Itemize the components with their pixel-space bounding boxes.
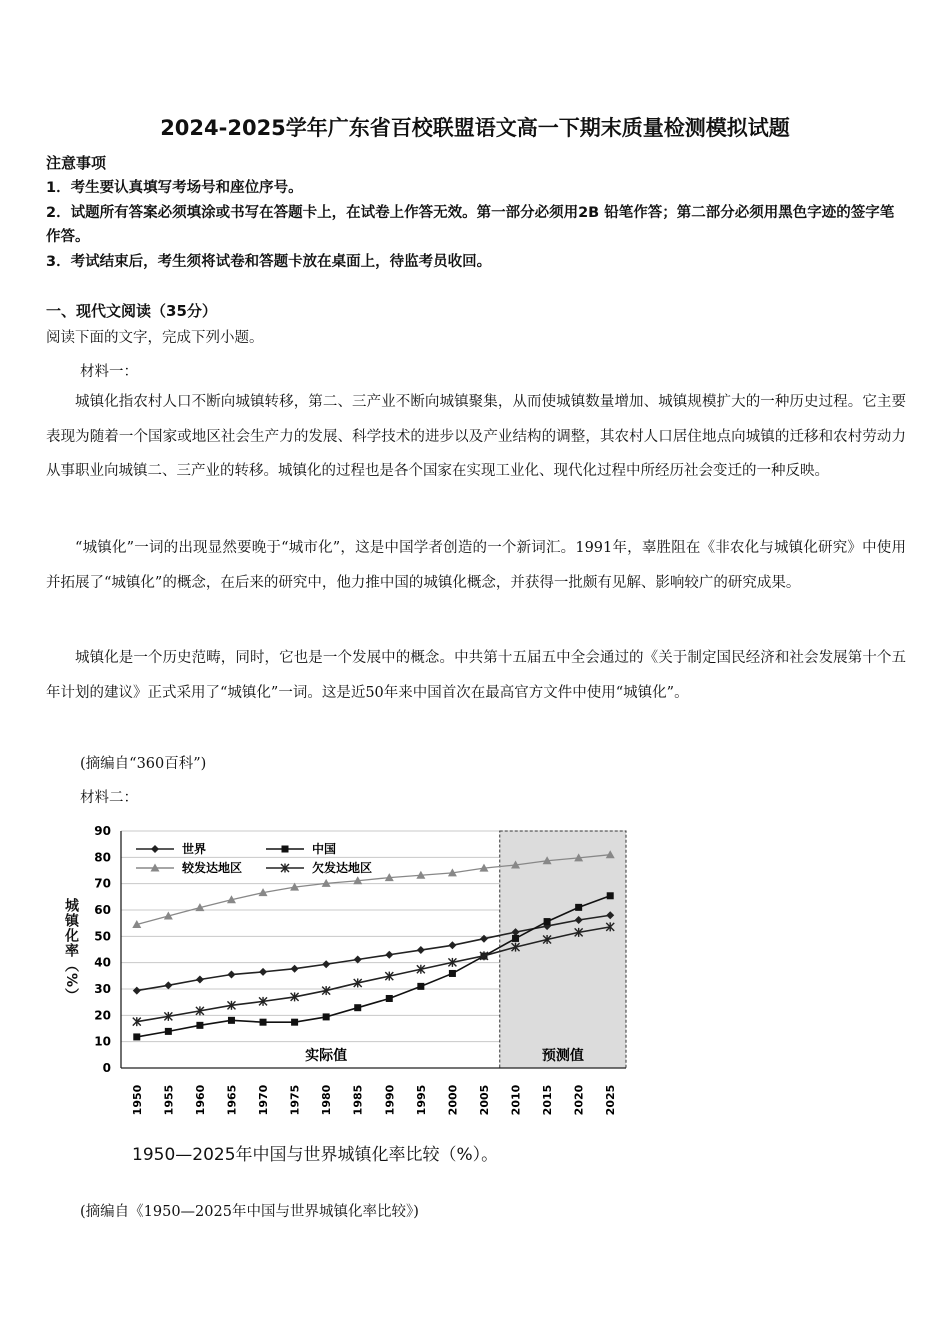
paragraph: 城镇化是一个历史范畴，同时，它也是一个发展中的概念。中共第十五届五中全会通过的《关于制定国民经济和社会发展第十个五年计划的建议》正式采用了“城镇化”一词。这是近50年来中国首次在最高官方文件中使用“城镇化”。: [46, 650, 906, 701]
legend-label: 欠发达地区: [312, 861, 373, 875]
x-tick-label: 2015: [541, 1084, 555, 1115]
legend-label: 世界: [182, 842, 207, 856]
x-tick-label: 2025: [604, 1084, 618, 1115]
region-label: 实际值: [305, 1048, 348, 1064]
x-tick-label: 1955: [162, 1084, 176, 1115]
source-note: (摘编自“360百科”): [80, 756, 207, 772]
x-tick-label: 1970: [257, 1084, 271, 1115]
data-point: [133, 1033, 140, 1040]
x-tick-label: 2010: [509, 1084, 523, 1115]
data-point: [448, 941, 456, 949]
data-point: [385, 951, 393, 959]
data-point: [164, 981, 172, 989]
paragraph: 城镇化指农村人口不断向城镇转移，第二、三产业不断向城镇聚集，从而使城镇数量增加、城镇规模扩大的一种历史过程。它主要表现为随着一个国家或地区社会生产力的发展、科学技术的进步以及产业结构的调整，其农村人口居住地点向城镇的迁移和农村劳动力从事职业向城镇二、三产业的转移。城镇化的过程也是各个国家在实现工业化、现代化过程中所经历社会变迁的一种反映。: [46, 394, 906, 479]
legend-label: 较发达地区: [182, 861, 243, 875]
data-point: [322, 960, 330, 968]
instruction-text: 阅读下面的文字，完成下列小题。: [46, 330, 264, 346]
y-tick-label: 90: [94, 824, 111, 838]
data-point: [151, 845, 159, 853]
data-point: [544, 918, 551, 925]
x-tick-label: 1950: [130, 1084, 144, 1115]
x-tick-label: 1985: [351, 1084, 365, 1115]
data-point: [260, 1019, 267, 1026]
urbanization-line-chart: [46, 815, 646, 1115]
data-point: [196, 1022, 203, 1029]
y-tick-label: 0: [102, 1061, 111, 1075]
x-tick-label: 1960: [193, 1084, 207, 1115]
y-tick-label: 10: [94, 1034, 111, 1049]
data-point: [575, 904, 582, 911]
data-point: [417, 983, 424, 990]
y-axis-label-vertical: 城镇化率（%）: [63, 898, 79, 1004]
x-tick-label: 1965: [225, 1084, 239, 1115]
data-point: [291, 1019, 298, 1026]
paragraph: “城镇化”一词的出现显然要晚于“城市化”，这是中国学者创造的一个新词汇。1991年，辜胜阻在《非农化与城镇化研究》中使用并拓展了“城镇化”的概念，在后来的研究中，他力推中国的城镇化概念，并获得一批颇有见解、影响较广的研究成果。: [46, 540, 906, 591]
legend-label: 中国: [312, 842, 337, 856]
x-tick-labels: [131, 1084, 617, 1115]
data-point: [449, 970, 456, 977]
data-point: [512, 935, 519, 942]
x-tick-label: 2020: [572, 1084, 586, 1115]
y-tick-label: 30: [94, 982, 111, 996]
y-tick-labels: [94, 824, 111, 1075]
x-tick-label: 1980: [320, 1084, 334, 1115]
region-labels: [305, 1047, 584, 1064]
data-point: [323, 1013, 330, 1020]
data-point: [417, 946, 425, 954]
material2-label: 材料二：: [80, 790, 138, 806]
notice-item: 2．试题所有答案必须填涂或书写在答题卡上，在试卷上作答无效。第一部分必须用2B 铅笔作答；第二部分必须用黑色字迹的签字笔作答。: [46, 205, 895, 245]
x-tick-label: 2000: [446, 1084, 460, 1115]
data-point: [227, 971, 235, 979]
notice-heading: 注意事项: [46, 154, 107, 172]
data-point: [133, 987, 141, 995]
y-tick-label: 70: [94, 876, 111, 891]
notice-item: 1．考生要认真填写考场号和座位序号。: [46, 180, 303, 196]
x-tick-label: 1995: [414, 1084, 428, 1115]
page-title: 2024-2025学年广东省百校联盟语文高一下期末质量检测模拟试题: [160, 116, 790, 140]
y-axis-label: [62, 898, 84, 1008]
figure-caption: 1950—2025年中国与世界城镇化率比较（%）。: [132, 1145, 499, 1165]
chart-legend: [136, 841, 372, 875]
x-tick-label: 2005: [477, 1084, 491, 1115]
material1-label: 材料一：: [80, 364, 138, 380]
y-tick-label: 60: [94, 903, 111, 917]
notice-item: 3．考试结束后，考生须将试卷和答题卡放在桌面上，待监考员收回。: [46, 254, 492, 270]
data-point: [386, 995, 393, 1002]
data-point: [196, 976, 204, 984]
data-point: [165, 1028, 172, 1035]
section-heading: 一、现代文阅读（35分）: [46, 302, 217, 320]
data-point: [607, 892, 614, 899]
y-tick-label: 20: [94, 1008, 111, 1023]
y-tick-label: 40: [94, 955, 111, 970]
data-point: [228, 1017, 235, 1024]
region-label: 预测值: [541, 1048, 584, 1064]
data-point: [354, 1004, 361, 1011]
x-tick-label: 1990: [383, 1084, 397, 1115]
y-tick-label: 80: [94, 850, 111, 865]
x-tick-label: 1975: [288, 1084, 302, 1115]
data-point: [282, 846, 289, 853]
source-note: (摘编自《1950—2025年中国与世界城镇化率比较》): [80, 1204, 419, 1220]
y-tick-label: 50: [94, 929, 111, 944]
data-point: [259, 968, 267, 976]
data-point: [291, 965, 299, 973]
